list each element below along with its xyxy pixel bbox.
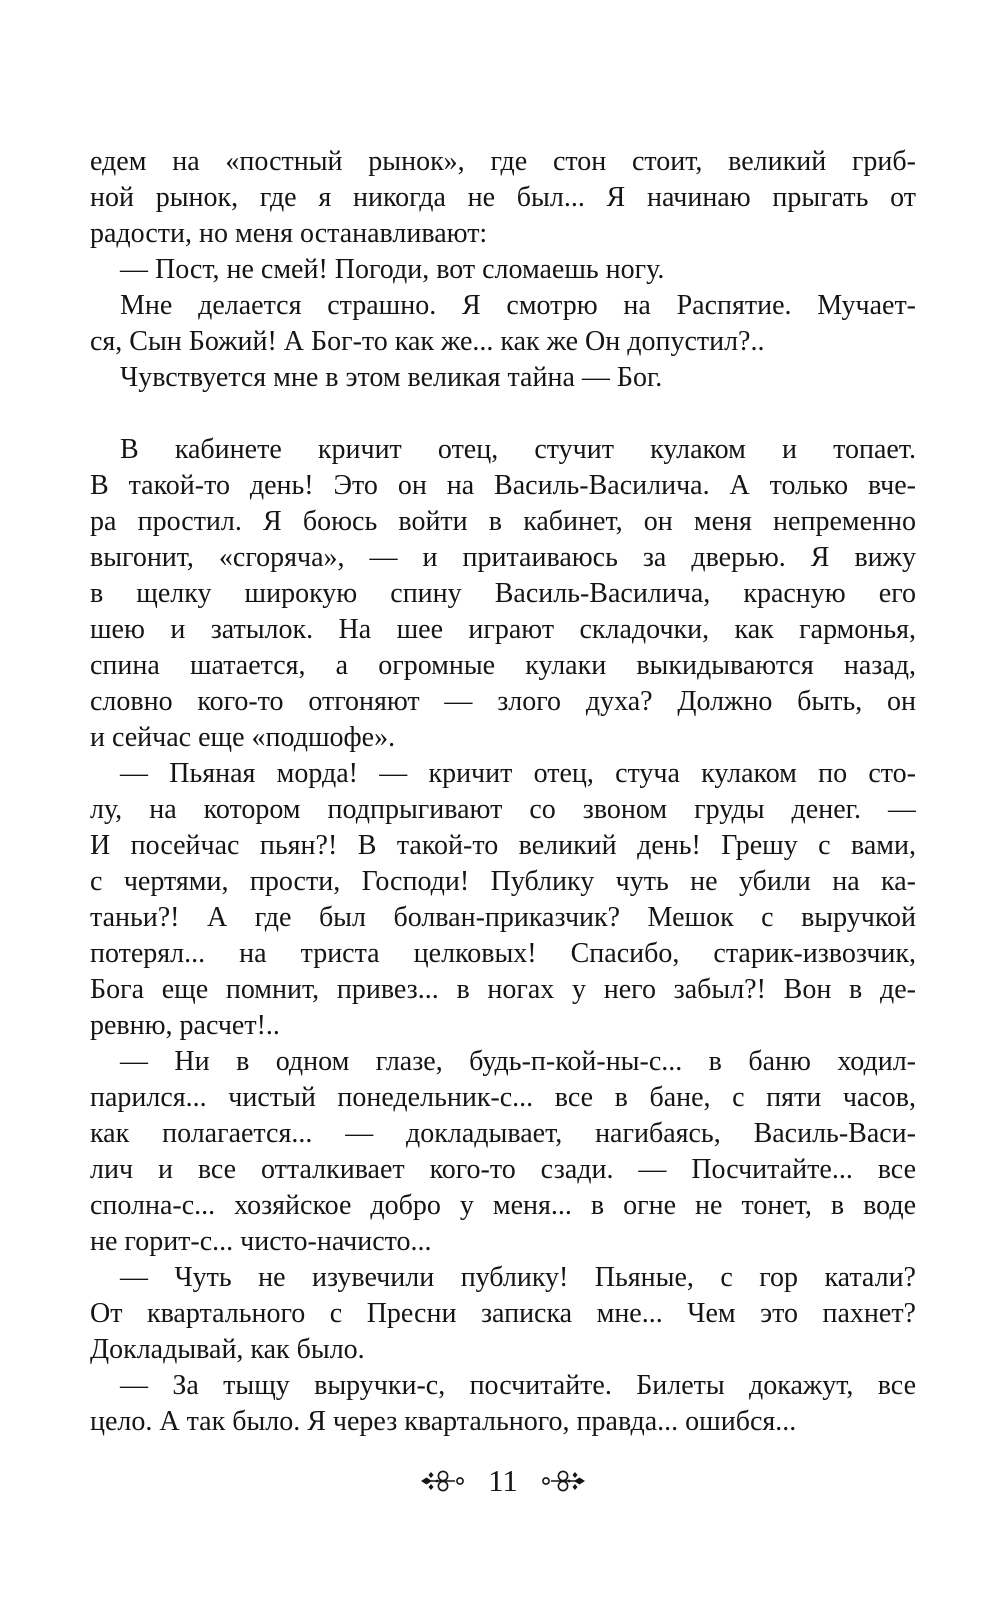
text-line: выгонит, «сгоряча», — и притаиваюсь за дверью. Я вижу [90,542,916,573]
text-line: Бога еще помнит, привез... в ногах у него забыл?! Вон в де- [90,974,916,1005]
fleuron-left-icon [420,1468,466,1494]
text-line: с чертями, прости, Господи! Публику чуть не убили на ка- [90,866,916,897]
text-line: — Пост, не смей! Погоди, вот сломаешь ногу. [120,254,665,285]
text-line: — Пьяная морда! — кричит отец, стуча кулаком по сто- [120,758,916,789]
text-line: ся, Сын Божий! А Бог-то как же... как же Он допустил?.. [90,326,765,357]
text-line: спина шатается, а огромные кулаки выкидываются назад, [90,650,916,681]
text-line: не горит-с... чисто-начисто... [90,1226,432,1257]
text-block [90,144,916,1440]
page-footer [90,1464,916,1498]
fleuron-right-icon [540,1468,586,1494]
paragraph [90,252,916,288]
text-line: И посейчас пьян?! В такой-то великий день! Грешу с вами, [90,830,916,861]
paragraph [90,288,916,360]
paragraph [90,1044,916,1260]
paragraph [90,144,916,252]
text-line: едем на «постный рынок», где стон стоит, великий гриб- [90,146,916,177]
text-line: Чувствуется мне в этом великая тайна — Бог. [120,362,663,393]
page-number: 11 [488,1463,518,1498]
paragraph [90,1260,916,1368]
text-line: Мне делается страшно. Я смотрю на Распятие. Мучает- [120,290,916,321]
text-line: сполна-с... хозяйское добро у меня... в огне не тонет, в воде [90,1190,916,1221]
text-line: в щелку широкую спину Василь-Василича, красную его [90,578,916,609]
text-line: парился... чистый понедельник-с... все в бане, с пяти часов, [90,1082,916,1113]
text-line: словно кого-то отгоняют — злого духа? Должно быть, он [90,686,916,717]
text-line: — За тыщу выручки-с, посчитайте. Билеты докажут, все [120,1370,916,1401]
paragraph [90,432,916,756]
text-line: В кабинете кричит отец, стучит кулаком и топает. [120,434,916,465]
text-line: лу, на котором подпрыгивают со звоном груды денег. — [90,794,916,825]
text-line: таньи?! А где был болван-приказчик? Мешок с выручкой [90,902,916,933]
text-line: ра простил. Я боюсь войти в кабинет, он меня непременно [90,506,916,537]
text-line: — Чуть не изувечили публику! Пьяные, с гор катали? [120,1262,916,1293]
text-line: как полагается... — докладывает, нагибаясь, Василь-Васи- [90,1118,916,1149]
text-line: цело. А так было. Я через квартального, правда... ошибся... [90,1406,797,1437]
text-line: ной рынок, где я никогда не был... Я начинаю прыгать от [90,182,916,213]
paragraph [90,360,916,396]
text-line: и сейчас еще «подшофе». [90,722,396,753]
text-line: Докладывай, как было. [90,1334,365,1365]
text-line: В такой-то день! Это он на Василь-Василича. А только вче- [90,470,916,501]
text-line: От квартального с Пресни записка мне... Чем это пахнет? [90,1298,916,1329]
paragraph [90,756,916,1044]
text-line: — Ни в одном глазе, будь-п-кой-ны-с... в баню ходил- [120,1046,916,1077]
paragraph [90,1368,916,1440]
text-line: ревню, расчет!.. [90,1010,280,1041]
text-line: радости, но меня останавливают: [90,218,488,249]
text-line: потерял... на триста целковых! Спасибо, старик-извозчик, [90,938,916,969]
text-line: шею и затылок. На шее играют складочки, как гармонья, [90,614,916,645]
text-line: лич и все отталкивает кого-то сзади. — Посчитайте... все [90,1154,916,1185]
